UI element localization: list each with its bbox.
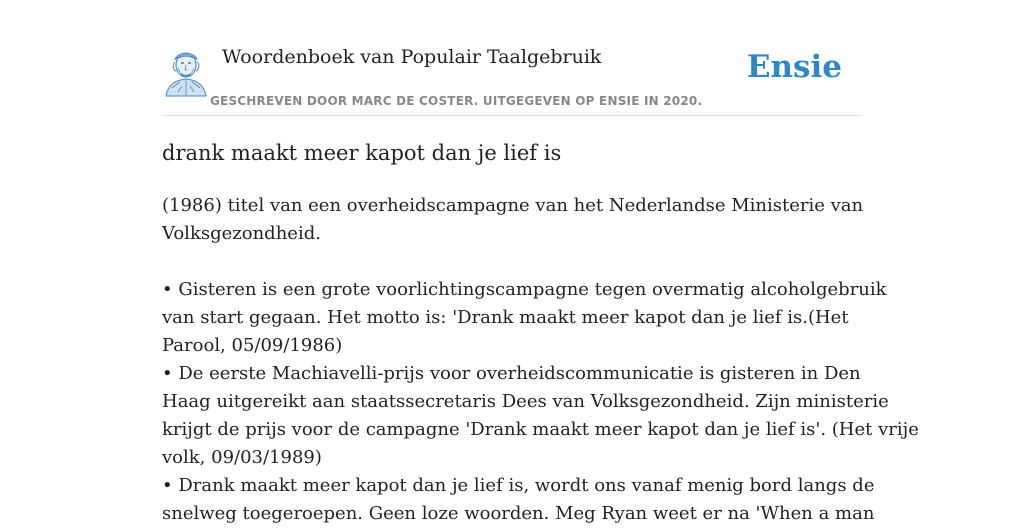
quote-line: van start gegaan. Het motto is: 'Drank maakt meer kapot dan je lief is.(Het (162, 307, 849, 328)
quote-line: Parool, 05/09/1986) (162, 335, 343, 356)
quote-line: • Gisteren is een grote voorlichtingscampagne tegen overmatig alcoholgebruik (162, 279, 887, 300)
ensie-logo[interactable]: Ensie (746, 49, 842, 85)
paragraph-gap (162, 248, 874, 276)
dictionary-header (162, 40, 862, 116)
entry-title: drank maakt meer kapot dan je lief is (162, 141, 562, 165)
quote-line: Haag uitgereikt aan staatssecretaris Dees van Volksgezondheid. Zijn ministerie (162, 391, 889, 412)
author-portrait-icon[interactable] (162, 46, 210, 96)
quote-line: krijgt de prijs voor de campagne 'Drank maakt meer kapot dan je lief is'. (Het vrije (162, 419, 919, 440)
quote-line: volk, 09/03/1989) (162, 447, 322, 468)
quote-line: • Drank maakt meer kapot dan je lief is, wordt ons vanaf menig bord langs de (162, 475, 875, 496)
dictionary-title[interactable]: Woordenboek van Populair Taalgebruik (222, 46, 602, 68)
quote-line: snelweg toegeroepen. Geen loze woorden. Meg Ryan weet er na 'When a man (162, 503, 875, 524)
entry-body (162, 192, 919, 528)
author-byline: GESCHREVEN DOOR MARC DE COSTER. UITGEGEVEN OP ENSIE IN 2020. (210, 94, 703, 108)
quote-line: • De eerste Machiavelli-prijs voor overheidscommunicatie is gisteren in Den (162, 363, 861, 384)
definition-line: (1986) titel van een overheidscampagne van het Nederlandse Ministerie van (162, 195, 864, 216)
definition-line: Volksgezondheid. (162, 223, 321, 244)
